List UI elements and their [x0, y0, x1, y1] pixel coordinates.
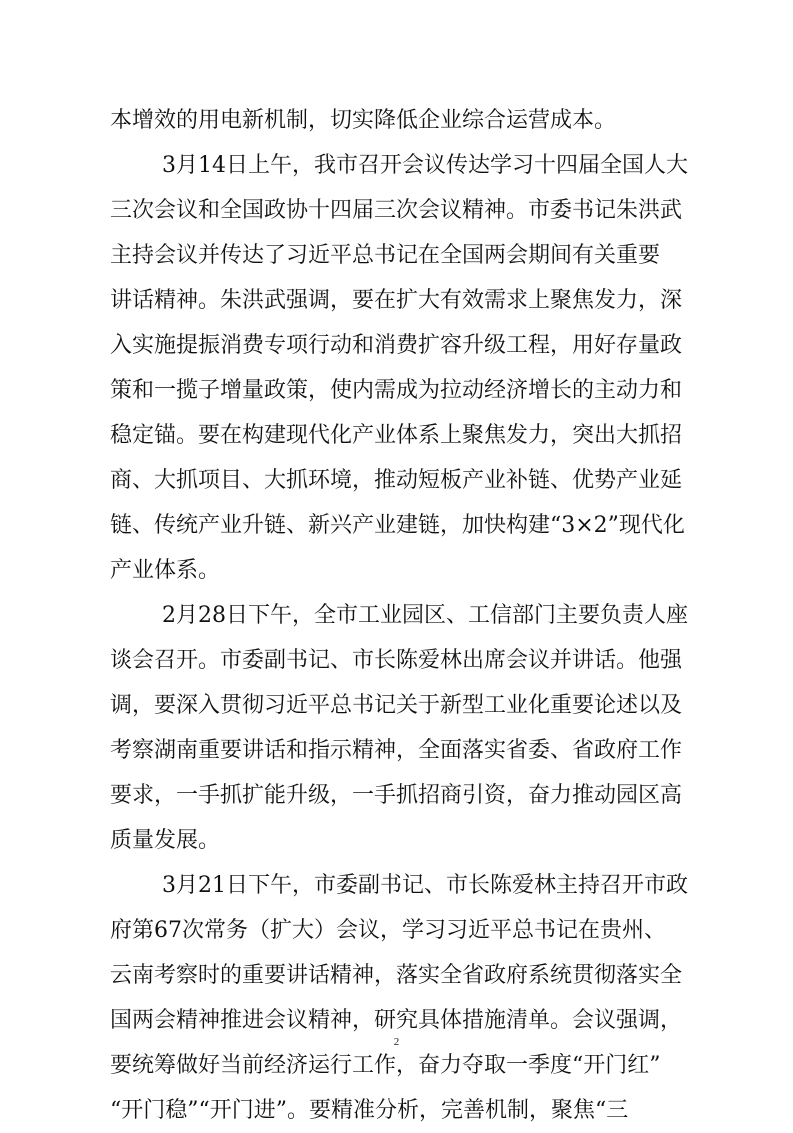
paragraph-first-line: 2月28日下午，全市工业园区、工信部门主要负责人座 — [162, 603, 688, 628]
text-line: 本增效的用电新机制，切实降低企业综合运营成本。 — [110, 108, 617, 133]
text-line: 府第67次常务（扩大）会议，学习习近平总书记在贵州、 — [110, 918, 666, 943]
text-line: 要统筹做好当前经济运行工作，奋力夺取一季度“开门红” — [110, 1053, 661, 1078]
paragraph-first-line: 3月14日上午，我市召开会议传达学习十四届全国人大 — [162, 153, 688, 178]
text-line: 国两会精神推进会议精神，研究具体措施清单。会议强调， — [110, 1008, 683, 1033]
text-line: 云南考察时的重要讲话精神，落实全省政府系统贯彻落实全 — [110, 963, 683, 988]
text-line: 要求，一手抓扩能升级，一手抓招商引资，奋力推动园区高 — [110, 783, 683, 808]
document-body — [110, 98, 690, 1133]
text-line: 策和一揽子增量政策，使内需成为拉动经济增长的主动力和 — [110, 378, 683, 403]
text-line: 产业体系。 — [110, 558, 221, 583]
text-line: 入实施提振消费专项行动和消费扩容升级工程，用好存量政 — [110, 333, 683, 358]
text-line: 稳定锚。要在构建现代化产业体系上聚焦发力，突出大抓招 — [110, 423, 683, 448]
text-line: 调，要深入贯彻习近平总书记关于新型工业化重要论述以及 — [110, 693, 683, 718]
text-line: 讲话精神。朱洪武强调，要在扩大有效需求上聚焦发力，深 — [110, 288, 683, 313]
text-line: 链、传统产业升链、新兴产业建链，加快构建“3×2”现代化 — [110, 513, 685, 538]
page-number: 2 — [393, 1036, 400, 1048]
text-line: 谈会召开。市委副书记、市长陈爱林出席会议并讲话。他强 — [110, 648, 683, 673]
text-line: 三次会议和全国政协十四届三次会议精神。市委书记朱洪武 — [110, 198, 683, 223]
paragraph-first-line: 3月21日下午，市委副书记、市长陈爱林主持召开市政 — [162, 873, 688, 898]
text-line: 主持会议并传达了习近平总书记在全国两会期间有关重要 — [110, 243, 661, 268]
text-line: 考察湖南重要讲话和指示精神，全面落实省委、省政府工作 — [110, 738, 683, 763]
text-line: 商、大抓项目、大抓环境，推动短板产业补链、优势产业延 — [110, 468, 683, 493]
text-line: 质量发展。 — [110, 828, 221, 853]
text-line: “开门稳”“开门进”。要精准分析，完善机制，聚焦“三 — [110, 1098, 629, 1123]
